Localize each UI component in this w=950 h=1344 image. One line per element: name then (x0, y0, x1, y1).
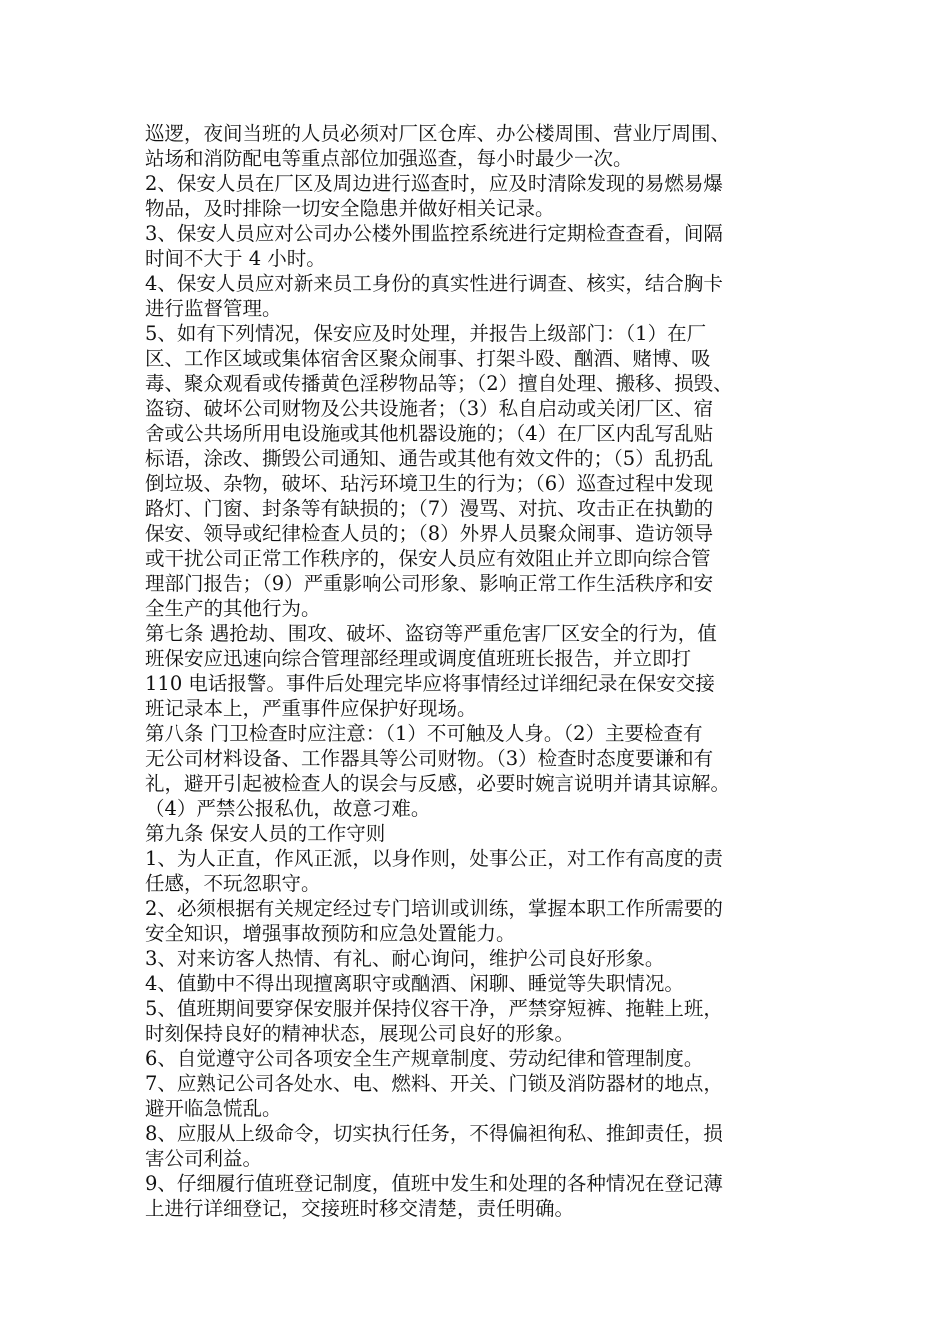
text-line: 区、工作区域或集体宿舍区聚众闹事、打架斗殴、酗酒、赌博、吸 (145, 347, 711, 370)
text-line: 保安、领导或纪律检查人员的；（8）外界人员聚众闹事、造访领导 (145, 522, 714, 545)
text-line: 倒垃圾、杂物，破坏、玷污环境卫生的行为；（6）巡查过程中发现 (145, 472, 714, 495)
text-line: 3、保安人员应对公司办公楼外围监控系统进行定期检查查看，间隔 (145, 222, 723, 245)
text-line: 安全知识，增强事故预防和应急处置能力。 (145, 922, 516, 945)
text-line: 4、保安人员应对新来员工身份的真实性进行调查、核实，结合胸卡 (145, 272, 723, 295)
text-line: 8、应服从上级命令，切实执行任务，不得偏袒徇私、推卸责任，损 (145, 1122, 723, 1145)
text-line: 时刻保持良好的精神状态，展现公司良好的形象。 (145, 1022, 575, 1045)
text-line: 理部门报告；（9）严重影响公司形象、影响正常工作生活秩序和安 (145, 572, 714, 595)
text-line: 班记录本上，严重事件应保护好现场。 (145, 697, 477, 720)
text-line: 7、应熟记公司各处水、电、燃料、开关、门锁及消防器材的地点， (145, 1072, 723, 1095)
text-line: 路灯、门窗、封条等有缺损的；（7）漫骂、对抗、攻击正在执勤的 (145, 497, 714, 520)
text-line: 避开临急慌乱。 (145, 1097, 282, 1120)
text-line: 毒、聚众观看或传播黄色淫秽物品等；（2）擅自处理、搬移、损毁、 (145, 372, 733, 395)
text-line: 标语，涂改、撕毁公司通知、通告或其他有效文件的；（5）乱扔乱 (145, 447, 714, 470)
text-line: 礼，避开引起被检查人的误会与反感，必要时婉言说明并请其谅解。 (145, 772, 731, 795)
text-line: 舍或公共场所用电设施或其他机器设施的；（4）在厂区内乱写乱贴 (145, 422, 714, 445)
text-line: 物品，及时排除一切安全隐患并做好相关记录。 (145, 197, 555, 220)
text-line: 4、值勤中不得出现擅离职守或酗酒、闲聊、睡觉等失职情况。 (145, 972, 684, 995)
text-line: 全生产的其他行为。 (145, 597, 321, 620)
text-line: 3、对来访客人热情、有礼、耐心询问，维护公司良好形象。 (145, 947, 665, 970)
text-line: 时间不大于 4 小时。 (145, 247, 326, 270)
text-line: 站场和消防配电等重点部位加强巡查，每小时最少一次。 (145, 147, 633, 170)
document-page (145, 121, 825, 1221)
text-line: 9、仔细履行值班登记制度，值班中发生和处理的各种情况在登记薄 (145, 1172, 723, 1195)
text-line: 6、自觉遵守公司各项安全生产规章制度、劳动纪律和管理制度。 (145, 1047, 704, 1070)
text-line: 1、为人正直，作风正派，以身作则，处事公正，对工作有高度的责 (145, 847, 723, 870)
text-line: 害公司利益。 (145, 1147, 263, 1170)
text-line: 班保安应迅速向综合管理部经理或调度值班班长报告，并立即打 (145, 647, 692, 670)
text-line: 上进行详细登记，交接班时移交清楚，责任明确。 (145, 1197, 575, 1220)
text-line: 2、必须根据有关规定经过专门培训或训练，掌握本职工作所需要的 (145, 897, 723, 920)
text-line: 任感，不玩忽职守。 (145, 872, 321, 895)
text-line: 或干扰公司正常工作秩序的，保安人员应有效阻止并立即向综合管 (145, 547, 711, 570)
text-line: 5、值班期间要穿保安服并保持仪容干净，严禁穿短裤、拖鞋上班， (145, 997, 723, 1020)
text-line: 5、如有下列情况，保安应及时处理，并报告上级部门：（1）在厂 (145, 322, 707, 345)
text-line: 2、保安人员在厂区及周边进行巡查时，应及时清除发现的易燃易爆 (145, 172, 723, 195)
text-line: 第七条 遇抢劫、围攻、破坏、盗窃等严重危害厂区安全的行为，值 (145, 622, 717, 645)
text-line: 盗窃、破坏公司财物及公共设施者；（3）私自启动或关闭厂区、宿 (145, 397, 714, 420)
text-line: 第九条 保安人员的工作守则 (145, 822, 386, 845)
text-line: （4）严禁公报私仇，故意刁难。 (145, 797, 431, 820)
text-line: 巡逻，夜间当班的人员必须对厂区仓库、办公楼周围、营业厅周围、 (145, 122, 731, 145)
text-line: 无公司材料设备、工作器具等公司财物。（3）检查时态度要谦和有 (145, 747, 714, 770)
text-line: 110 电话报警。事件后处理完毕应将事情经过详细纪录在保安交接 (145, 672, 715, 695)
text-line: 进行监督管理。 (145, 297, 282, 320)
text-line: 第八条 门卫检查时应注意：（1）不可触及人身。（2）主要检查有 (145, 722, 703, 745)
